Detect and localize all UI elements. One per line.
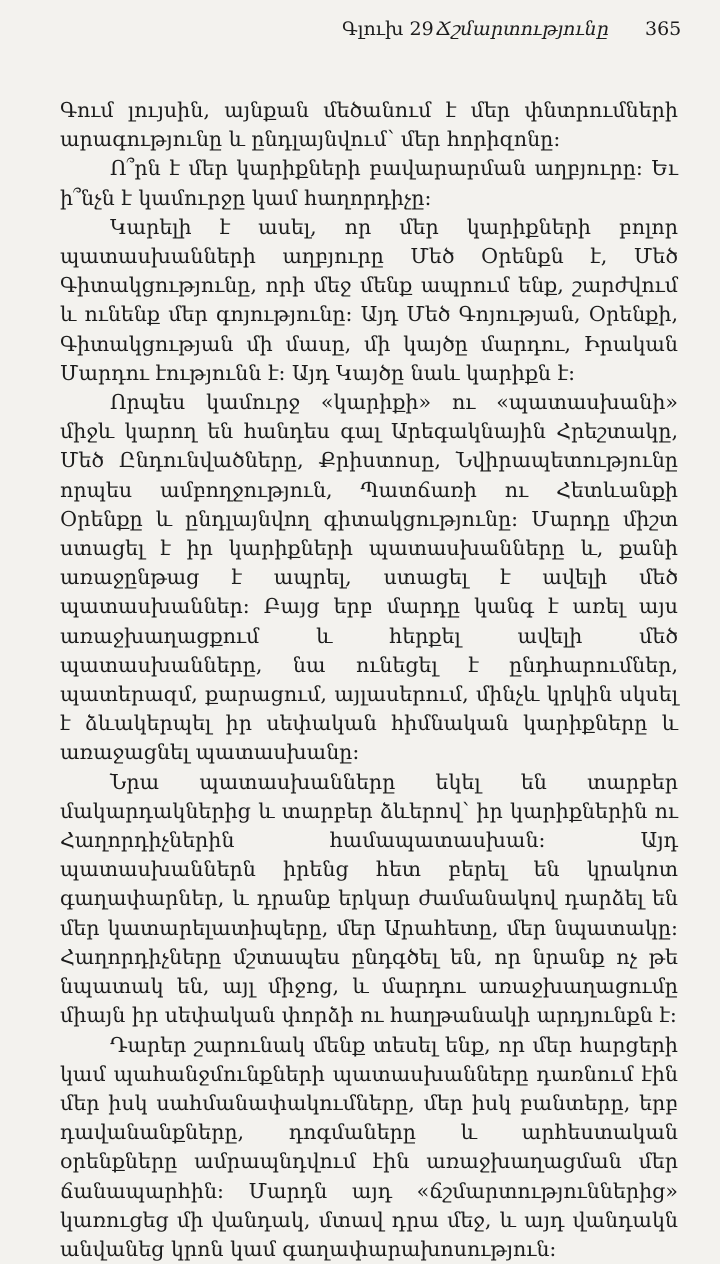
chapter-title: Ճշմարտությունը (436, 18, 609, 40)
paragraph: Նրա պատասխանները եկել են տարբեր մակարդակներից և տարբեր ձևերով՝ իր կարիքներին ու Հաղորդիչներին համապատասխան: Այդ պատասխաններն իրենց հետ բերել են կրակոտ գաղափարներ, և դրանք երկար ժամանակով դարձել են մեր կատարելատիպերը, մեր Արահետը, մեր նպատակը: Հաղորդիչները մշտապես ընդգծել են, որ նրանք ոչ թե նպատակ են, այլ միջոց, և մարդու առաջխաղացումը միայն իր սեփական փորձի ու հաղթանակի արդյունքն է: (60, 768, 678, 1031)
paragraph: Որպես կամուրջ «կարիքի» ու «պատասխանի» միջև կարող են հանդես գալ Արեգակնային Հրեշտակը, Մեծ Ընդունվածները, Քրիստոսը, Նվիրապետությունը որպես ամբողջություն, Պատճառի ու Հետևանքի Օրենքը և ընդլայնվող գիտակցությունը: Մարդը միշտ ստացել է իր կարիքների պատասխանները և, քանի առաջընթաց է ապրել, ստացել է ավելի մեծ պատասխաններ: Բայց երբ մարդը կանգ է առել այս առաջխաղացքում և հերքել ավելի մեծ պատասխանները, նա ունեցել է ընդհարումներ, պատերազմ, քարացում, այլասերում, մինչև կրկին սկսել է ձևակերպել իր սեփական հիմնական կարիքները և առաջացնել պատասխանը: (60, 388, 678, 768)
chapter-label: Գլուխ 29 (342, 18, 434, 40)
paragraph: Գում լույսին, այնքան մեծանում է մեր փնտրումների արագությունը և ընդլայնվում՝ մեր հորիզոնը: (60, 96, 678, 154)
running-header (0, 14, 720, 48)
page-body (60, 96, 678, 1264)
paragraph: Դարեր շարունակ մենք տեսել ենք, որ մեր հարցերի կամ պահանջմունքների պատասխանները դառնում էին մեր իսկ սահմանափակումները, մեր իսկ բանտերը, երբ դավանանքները, դոգմաները և արհեստական օրենքները ամրապնդվում էին առաջխաղացման մեր ճանապարհին: Մարդն այդ «ճշմարտություններից» կառուցեց մի վանդակ, մտավ դրա մեջ, և այդ վանդակն անվանեց կրոն կամ գաղափարախոսություն: (60, 1031, 678, 1264)
paragraph: Կարելի է ասել, որ մեր կարիքների բոլոր պատասխանների աղբյուրը Մեծ Օրենքն է, Մեծ Գիտակցությունը, որի մեջ մենք ապրում ենք, շարժվում և ունենք մեր գոյությունը: Այդ Մեծ Գոյության, Օրենքի, Գիտակցության մի մասը, մի կայծը մարդու, Իրական Մարդու էությունն է: Այդ Կայծը նաև կարիքն է: (60, 213, 678, 388)
page-number: 365 (645, 18, 681, 40)
paragraph: Ո՞րն է մեր կարիքների բավարարման աղբյուրը: Եւ ի՞նչն է կամուրջը կամ հաղորդիչը: (60, 154, 678, 212)
